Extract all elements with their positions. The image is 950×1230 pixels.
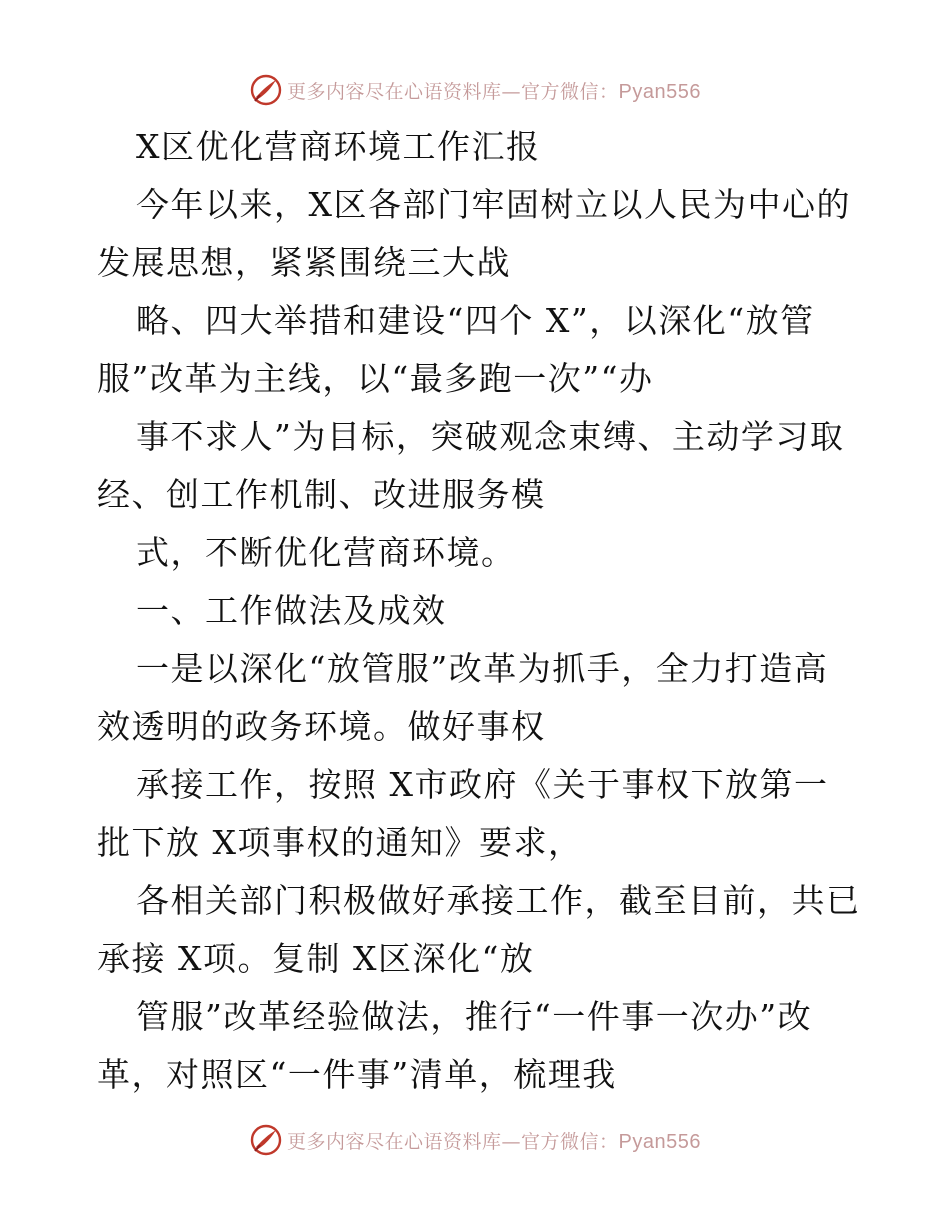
watermark-banner-top <box>0 68 950 112</box>
document-title: X区优化营商环境工作汇报 <box>136 127 541 166</box>
text-line: 今年以来，X区各部门牢固树立以人民为中心的 <box>136 185 851 224</box>
text-line: 一是以深化“放管服”改革为抓手，全力打造高 <box>136 649 829 688</box>
text-line: 承接工作，按照 X市政府《关于事权下放第一 <box>136 765 829 804</box>
text-line: 经、创工作机制、改进服务模 <box>97 475 546 514</box>
text-line: 事不求人”为目标，突破观念束缚、主动学习取 <box>136 417 845 456</box>
watermark-handle: Pyan556 <box>618 1130 701 1153</box>
quill-pen-icon <box>249 73 283 107</box>
text-line: 各相关部门积极做好承接工作，截至目前，共已 <box>136 881 861 920</box>
watermark-handle: Pyan556 <box>618 80 701 103</box>
quill-pen-icon <box>249 1123 283 1157</box>
text-line: 式，不断优化营商环境。 <box>136 533 516 572</box>
text-line: 管服”改革经验做法，推行“一件事一次办”改 <box>136 997 813 1036</box>
watermark-banner-bottom <box>0 1118 950 1162</box>
document-body <box>0 118 950 1108</box>
text-line: 略、四大举措和建设“四个 X”，以深化“放管 <box>136 301 815 340</box>
text-line: 发展思想，紧紧围绕三大战 <box>97 243 511 282</box>
section-heading: 一、工作做法及成效 <box>136 591 447 630</box>
text-line: 批下放 X项事权的通知》要求， <box>97 823 583 862</box>
watermark-text: 更多内容尽在心语资料库—官方微信：Pyan556 <box>287 1130 701 1153</box>
watermark-text: 更多内容尽在心语资料库—官方微信：Pyan556 <box>287 80 701 103</box>
text-line: 效透明的政务环境。做好事权 <box>97 707 546 746</box>
text-line: 承接 X项。复制 X区深化“放 <box>97 939 535 978</box>
text-line: 服”改革为主线，以“最多跑一次”“办 <box>97 359 654 398</box>
text-line: 革，对照区“一件事”清单，梳理我 <box>97 1055 617 1094</box>
